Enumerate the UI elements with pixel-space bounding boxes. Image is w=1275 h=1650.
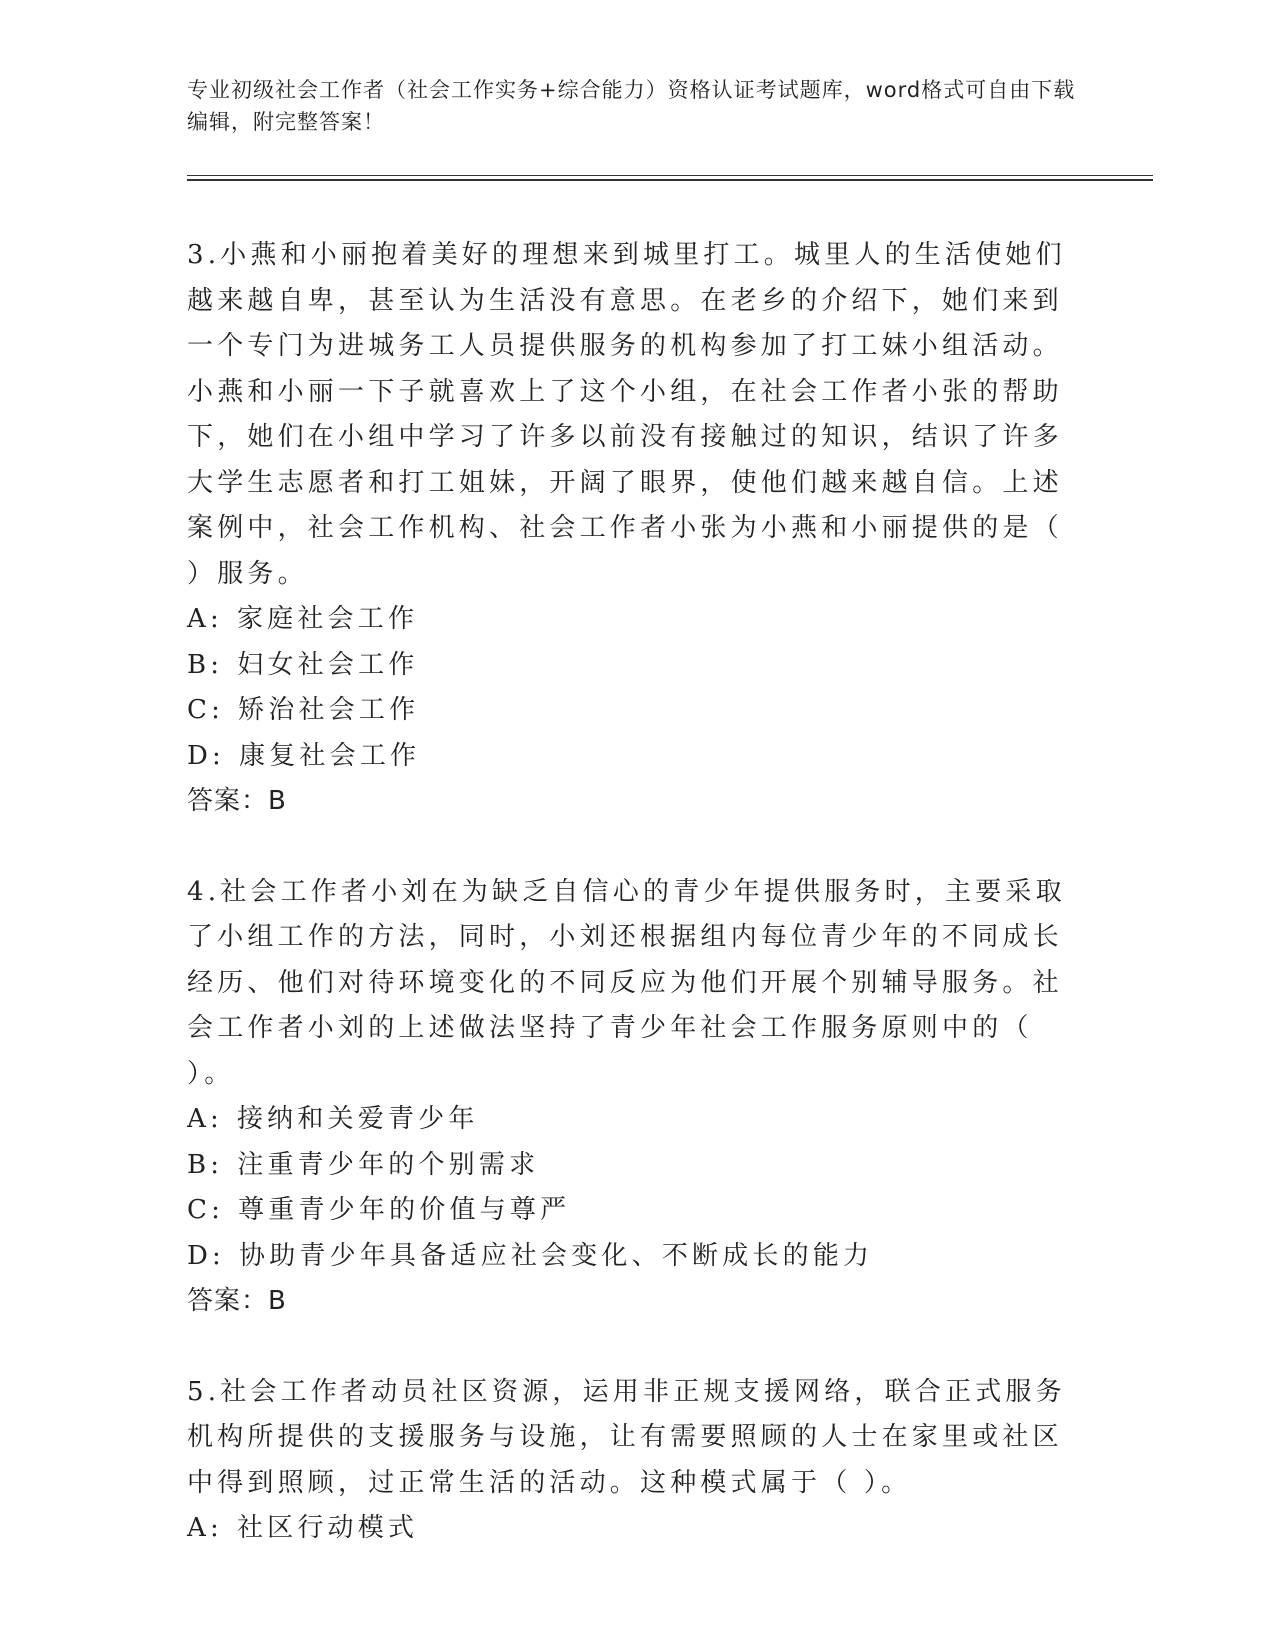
question-list	[187, 233, 1067, 1552]
option-key: A:	[187, 1104, 223, 1134]
option-d	[187, 1234, 1067, 1280]
option-text: 接纳和关爱青少年	[236, 1104, 479, 1134]
option-text: 矫治社会工作	[238, 695, 420, 725]
option-key: D:	[187, 1240, 226, 1271]
option-text: 尊重青少年的价值与尊严	[238, 1195, 571, 1225]
option-key: A:	[187, 604, 223, 634]
question-text: 4.社会工作者小刘在为缺乏自信心的青少年提供服务时，主要采取了小组工作的方法，同时，小刘还根据组内每位青少年的不同成长经历、他们对待环境变化的不同反应为他们开展个别辅导服务。社会工作者小刘的上述做法坚持了青少年社会工作服务原则中的（ ）。	[187, 876, 1066, 1089]
option-key: B:	[187, 649, 224, 680]
option-text: 家庭社会工作	[236, 604, 419, 634]
spacer	[187, 1325, 1067, 1370]
option-text: 协助青少年具备适应社会变化、不断成长的能力	[239, 1240, 874, 1271]
option-text: 康复社会工作	[239, 740, 421, 771]
option-c	[187, 688, 1067, 734]
question-4	[187, 870, 1067, 1325]
option-key: C:	[187, 695, 225, 725]
question-5	[187, 1370, 1067, 1552]
option-text: 注重青少年的个别需求	[237, 1149, 540, 1180]
document-header: 专业初级社会工作者（社会工作实务+综合能力）资格认证考试题库，word格式可自由下载编辑，附完整答案！	[187, 78, 1076, 134]
header-divider-thin	[187, 175, 1153, 176]
spacer	[187, 825, 1067, 870]
option-c	[187, 1188, 1067, 1234]
option-a	[187, 597, 1067, 643]
answer: 答案：B	[187, 1286, 287, 1316]
option-d	[187, 734, 1067, 780]
option-a	[187, 1097, 1067, 1143]
option-key: D:	[187, 740, 226, 771]
option-b	[187, 1143, 1067, 1189]
option-key: B:	[187, 1149, 224, 1180]
question-text: 3.小燕和小丽抱着美好的理想来到城里打工。城里人的生活使她们越来越自卑，甚至认为生活没有意思。在老乡的介绍下，她们来到一个专门为进城务工人员提供服务的机构参加了打工妹小组活动。小燕和小丽一下子就喜欢上了这个小组，在社会工作者小张的帮助下，她们在小组中学习了许多以前没有接触过的知识，结识了许多大学生志愿者和打工姐妹，开阔了眼界，使他们越来越自信。上述案例中，社会工作机构、社会工作者小张为小燕和小丽提供的是（ ）服务。	[187, 240, 1066, 589]
option-key: C:	[187, 1195, 225, 1225]
option-key: A:	[187, 1513, 223, 1543]
question-3	[187, 233, 1067, 825]
header-divider-thick	[187, 179, 1153, 181]
option-a	[187, 1506, 1067, 1552]
option-text: 妇女社会工作	[237, 649, 419, 680]
answer: 答案：B	[187, 786, 287, 816]
option-text: 社区行动模式	[236, 1513, 419, 1543]
option-b	[187, 643, 1067, 689]
question-text: 5.社会工作者动员社区资源，运用非正规支援网络，联合正式服务机构所提供的支援服务与设施，让有需要照顾的人士在家里或社区中得到照顾，过正常生活的活动。这种模式属于（ ）。	[187, 1376, 1066, 1498]
